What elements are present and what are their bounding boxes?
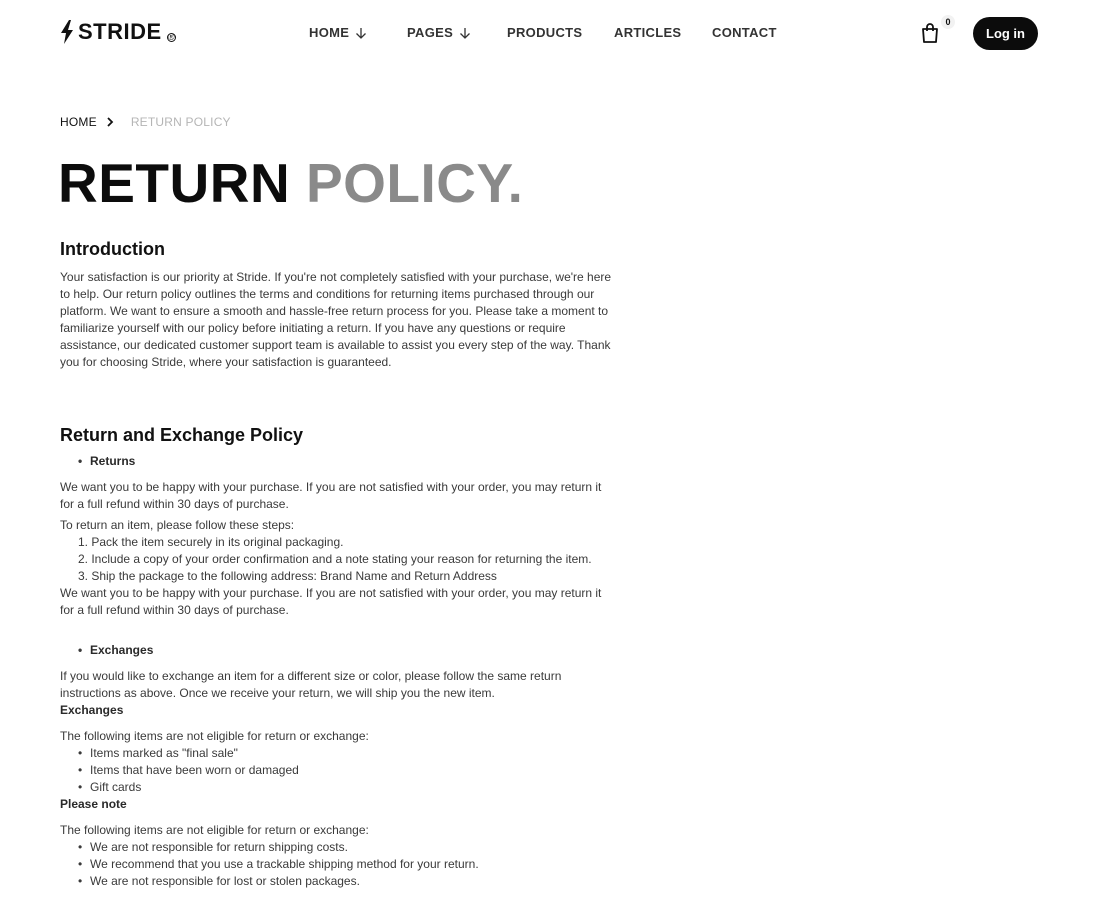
exchanges-bullet: • Exchanges bbox=[78, 642, 616, 659]
intro-heading: Introduction bbox=[60, 239, 165, 259]
nav-item-label: ARTICLES bbox=[614, 25, 682, 40]
list-item: 3. Ship the package to the following address: Brand Name and Return Address bbox=[78, 569, 497, 583]
exchanges-bold-label: Exchanges bbox=[60, 703, 124, 717]
notes-list bbox=[60, 839, 616, 890]
returns-paragraph-2: We want you to be happy with your purchase. If you are not satisfied with your order, you may return it for a full refund within 30 days of purchase. bbox=[60, 586, 602, 617]
return-exchange-heading: Return and Exchange Policy bbox=[60, 425, 304, 445]
list-item: • Items marked as "final sale" bbox=[78, 745, 616, 762]
exchanges-bullet-list bbox=[60, 642, 616, 659]
not-eligible-list bbox=[60, 745, 616, 796]
nav-item-articles[interactable] bbox=[614, 24, 681, 42]
breadcrumb-home[interactable]: HOME bbox=[60, 115, 97, 129]
intro-paragraph: Your satisfaction is our priority at Stride. If you're not completely satisfied with your purchase, we're here to help. Our return policy outlines the terms and conditions for returning items purchased through our platform. We want to ensure a smooth and hassle-free return process for you. Please take a moment to familiarize yourself with our policy before initiating a return. If you have any questions or require assistance, our dedicated customer support team is available to assist you every step of the way. Thank you for choosing Stride, where your satisfaction is guaranteed. bbox=[60, 270, 612, 369]
nav-item-label: HOME bbox=[309, 25, 350, 40]
list-item: • We are not responsible for return shipping costs. bbox=[78, 839, 616, 856]
breadcrumb bbox=[60, 115, 231, 129]
login-button[interactable]: Log in bbox=[973, 17, 1038, 50]
list-item: • We are not responsible for lost or stolen packages. bbox=[78, 873, 616, 890]
registered-mark: ® bbox=[167, 31, 175, 42]
arrow-down-icon bbox=[459, 27, 471, 39]
note-intro: The following items are not eligible for return or exchange: bbox=[60, 823, 369, 837]
list-item: 1. Pack the item securely in its original packaging. bbox=[78, 535, 344, 549]
breadcrumb-current: RETURN POLICY bbox=[130, 115, 231, 129]
nav-item-label: CONTACT bbox=[712, 25, 777, 40]
logo-text: STRIDE bbox=[78, 19, 162, 44]
return-steps-list bbox=[60, 534, 616, 585]
page-title-part1: RETURN bbox=[58, 152, 291, 214]
list-item: • Gift cards bbox=[78, 779, 616, 796]
list-item: • Items that have been worn or damaged bbox=[78, 762, 616, 779]
steps-intro: To return an item, please follow these steps: bbox=[60, 518, 295, 532]
please-note-label: Please note bbox=[60, 797, 127, 811]
nav-item-contact[interactable] bbox=[712, 24, 777, 42]
nav-item-label: PRODUCTS bbox=[507, 25, 583, 40]
nav-item-products[interactable] bbox=[507, 24, 582, 42]
returns-bullet: • Returns bbox=[78, 453, 616, 470]
returns-bullet-list bbox=[60, 453, 616, 470]
nav-item-pages[interactable] bbox=[407, 24, 471, 42]
not-eligible-intro: The following items are not eligible for return or exchange: bbox=[60, 729, 369, 743]
chevron-right-icon bbox=[105, 116, 115, 128]
nav-item-label: PAGES bbox=[407, 25, 454, 40]
page-title bbox=[58, 153, 523, 213]
list-item: 2. Include a copy of your order confirmation and a note stating your reason for returning the item. bbox=[78, 552, 592, 566]
site-header bbox=[0, 0, 1098, 68]
list-item: • We recommend that you use a trackable shipping method for your return. bbox=[78, 856, 616, 873]
returns-paragraph: We want you to be happy with your purchase. If you are not satisfied with your order, you may return it for a full refund within 30 days of purchase. bbox=[60, 480, 602, 511]
nav-item-home[interactable] bbox=[309, 24, 367, 42]
shopping-bag-icon[interactable] bbox=[920, 22, 940, 44]
exchanges-paragraph: If you would like to exchange an item for a different size or color, please follow the same return instructions as above. Once we receive your return, we will ship you the new item. bbox=[60, 669, 562, 700]
arrow-down-icon bbox=[355, 27, 367, 39]
page-title-part2: POLICY. bbox=[305, 152, 524, 214]
policy-content bbox=[60, 237, 616, 890]
cart-count-badge: 0 bbox=[941, 15, 955, 29]
